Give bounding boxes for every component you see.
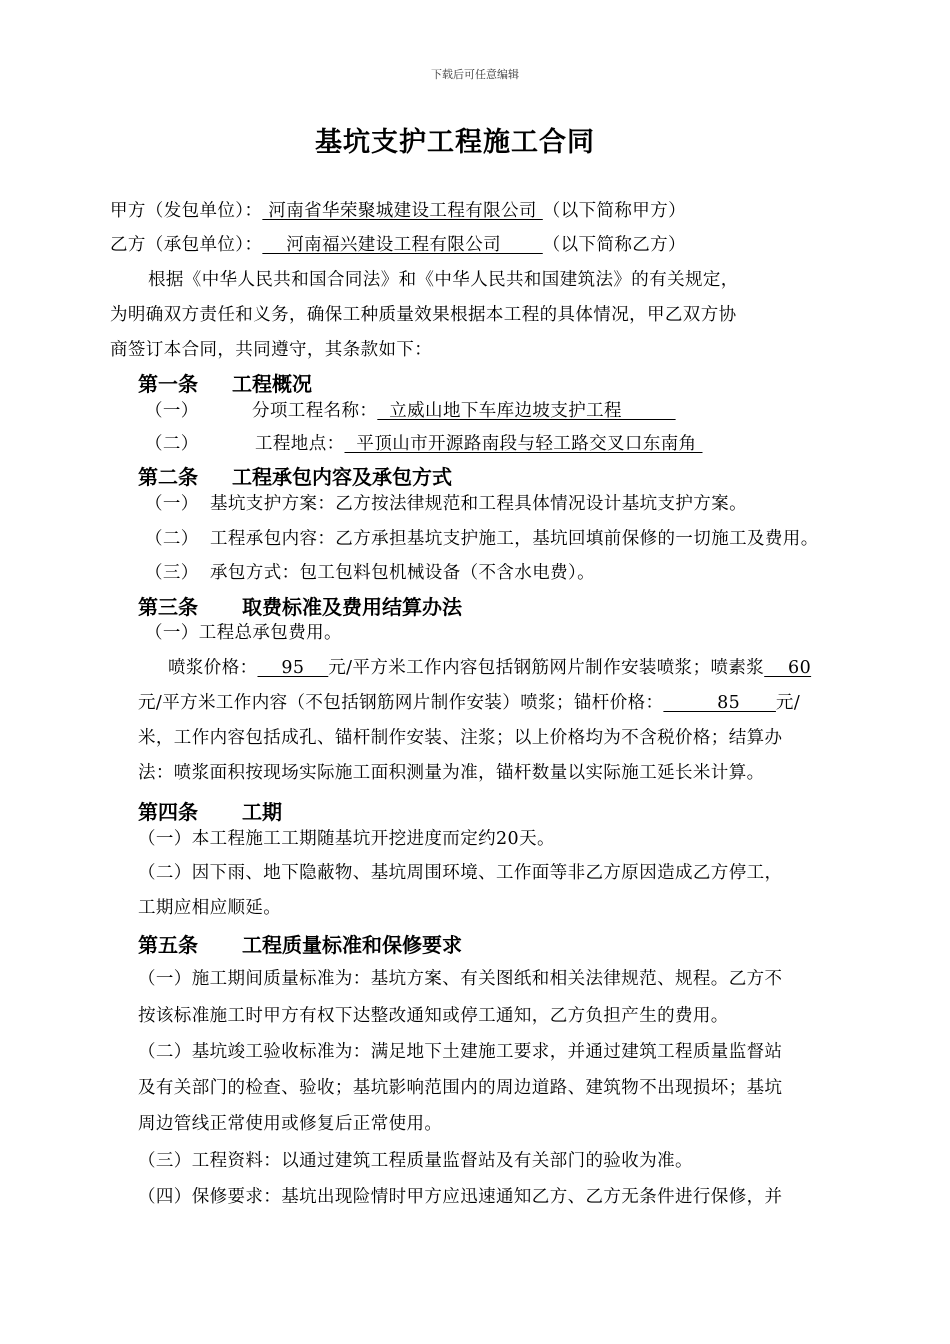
intro-line-2: 为明确双方责任和义务，确保工种质量效果根据本工程的具体情况，甲乙双方协	[110, 305, 737, 325]
art1-item1-line	[252, 397, 676, 422]
art3-l1-b: 元/平方米工作内容包括钢筋网片制作安装喷浆；喷素浆	[328, 658, 765, 678]
art1-item1-label: 分项工程名称：	[252, 401, 378, 421]
party-a-name: 河南省华荣聚城建设工程有限公司	[262, 201, 543, 221]
art2-item1-text: 基坑支护方案：乙方按法律规范和工程具体情况设计基坑支护方案。	[210, 494, 747, 514]
party-b-label: 乙方（承包单位）：	[110, 235, 263, 255]
art5-line-4: 及有关部门的检查、验收；基坑影响范围内的周边道路、建筑物不出现损坏；基坑	[138, 1078, 783, 1098]
art1-item2-label: 工程地点：	[255, 434, 345, 454]
article-3-title: 取费标准及费用结算办法	[242, 595, 462, 619]
header-note: 下载后可任意编辑	[431, 68, 519, 81]
art3-line-1	[168, 654, 811, 679]
article-5-heading	[138, 929, 462, 958]
art3-l2-b: 元/	[775, 693, 801, 713]
plain-spray-price: 60	[764, 658, 812, 678]
art3-l2-a: 元/平方米工作内容（不包括钢筋网片制作安装）喷浆；锚杆价格：	[138, 693, 664, 713]
article-2-number: 第二条	[138, 465, 198, 489]
art4-line-1: （一）本工程施工工期随基坑开挖进度而定约20天。	[138, 829, 555, 849]
party-a-line	[110, 197, 686, 222]
article-1-title: 工程概况	[232, 372, 312, 396]
article-3-heading	[138, 591, 462, 620]
art5-line-2: 按该标准施工时甲方有权下达整改通知或停工通知，乙方负担产生的费用。	[138, 1006, 729, 1026]
article-1-number: 第一条	[138, 372, 198, 396]
article-4-number: 第四条	[138, 800, 198, 824]
article-2-title: 工程承包内容及承包方式	[232, 465, 452, 489]
intro-line-1: 根据《中华人民共和国合同法》和《中华人民共和国建筑法》的有关规定，	[148, 270, 739, 290]
art2-item1-index: （一）	[145, 494, 199, 514]
article-5-number: 第五条	[138, 933, 198, 957]
art3-line-4: 法：喷浆面积按现场实际施工面积测量为准，锚杆数量以实际施工延长米计算。	[138, 763, 765, 783]
article-3-number: 第三条	[138, 595, 198, 619]
art3-line-3: 米，工作内容包括成孔、锚杆制作安装、注浆；以上价格均为不含税价格；结算办	[138, 728, 783, 748]
art1-item2-value: 平顶山市开源路南段与轻工路交叉口东南角	[344, 434, 703, 454]
art2-item3-index: （三）	[145, 563, 199, 583]
article-5-title: 工程质量标准和保修要求	[242, 933, 462, 957]
party-b-line	[110, 231, 686, 256]
art2-item3-text: 承包方式：包工包料包机械设备（不含水电费）。	[210, 563, 596, 583]
art5-line-6: （三）工程资料：以通过建筑工程质量监督站及有关部门的验收为准。	[138, 1151, 693, 1171]
art1-item2-line	[255, 430, 703, 455]
art3-line-2	[138, 689, 800, 714]
spray-price: 95	[257, 658, 329, 678]
art5-line-1: （一）施工期间质量标准为：基坑方案、有关图纸和相关法律规范、规程。乙方不	[138, 969, 783, 989]
contract-title: 基坑支护工程施工合同	[315, 127, 595, 158]
anchor-price: 85	[663, 693, 776, 713]
art5-line-3: （二）基坑竣工验收标准为：满足地下土建施工要求，并通过建筑工程质量监督站	[138, 1042, 783, 1062]
article-4-title: 工期	[242, 800, 282, 824]
art1-item1-index: （一）	[145, 401, 199, 421]
art1-item2-index: （二）	[145, 434, 199, 454]
party-b-suffix: （以下简称乙方）	[542, 235, 686, 255]
art1-item1-value: 立威山地下车库边坡支护工程	[377, 401, 676, 421]
art5-line-7: （四）保修要求：基坑出现险情时甲方应迅速通知乙方、乙方无条件进行保修，并	[138, 1187, 783, 1207]
art4-line-3: 工期应相应顺延。	[138, 898, 282, 918]
intro-line-3: 商签订本合同，共同遵守，其条款如下：	[110, 340, 433, 360]
article-4-heading	[138, 796, 282, 825]
art3-subheading: （一）工程总承包费用。	[145, 623, 342, 643]
party-a-label: 甲方（发包单位）：	[110, 201, 263, 221]
article-2-heading	[138, 461, 452, 490]
party-b-name: 河南福兴建设工程有限公司	[262, 235, 543, 255]
art4-line-2: （二）因下雨、地下隐蔽物、基坑周围环境、工作面等非乙方原因造成乙方停工，	[138, 863, 783, 883]
art2-item2-index: （二）	[145, 529, 199, 549]
article-1-heading	[138, 368, 312, 397]
party-a-suffix: （以下简称甲方）	[542, 201, 686, 221]
art3-l1-a: 喷浆价格：	[168, 658, 258, 678]
art2-item2-text: 工程承包内容：乙方承担基坑支护施工，基坑回填前保修的一切施工及费用。	[210, 529, 819, 549]
art5-line-5: 周边管线正常使用或修复后正常使用。	[138, 1114, 443, 1134]
